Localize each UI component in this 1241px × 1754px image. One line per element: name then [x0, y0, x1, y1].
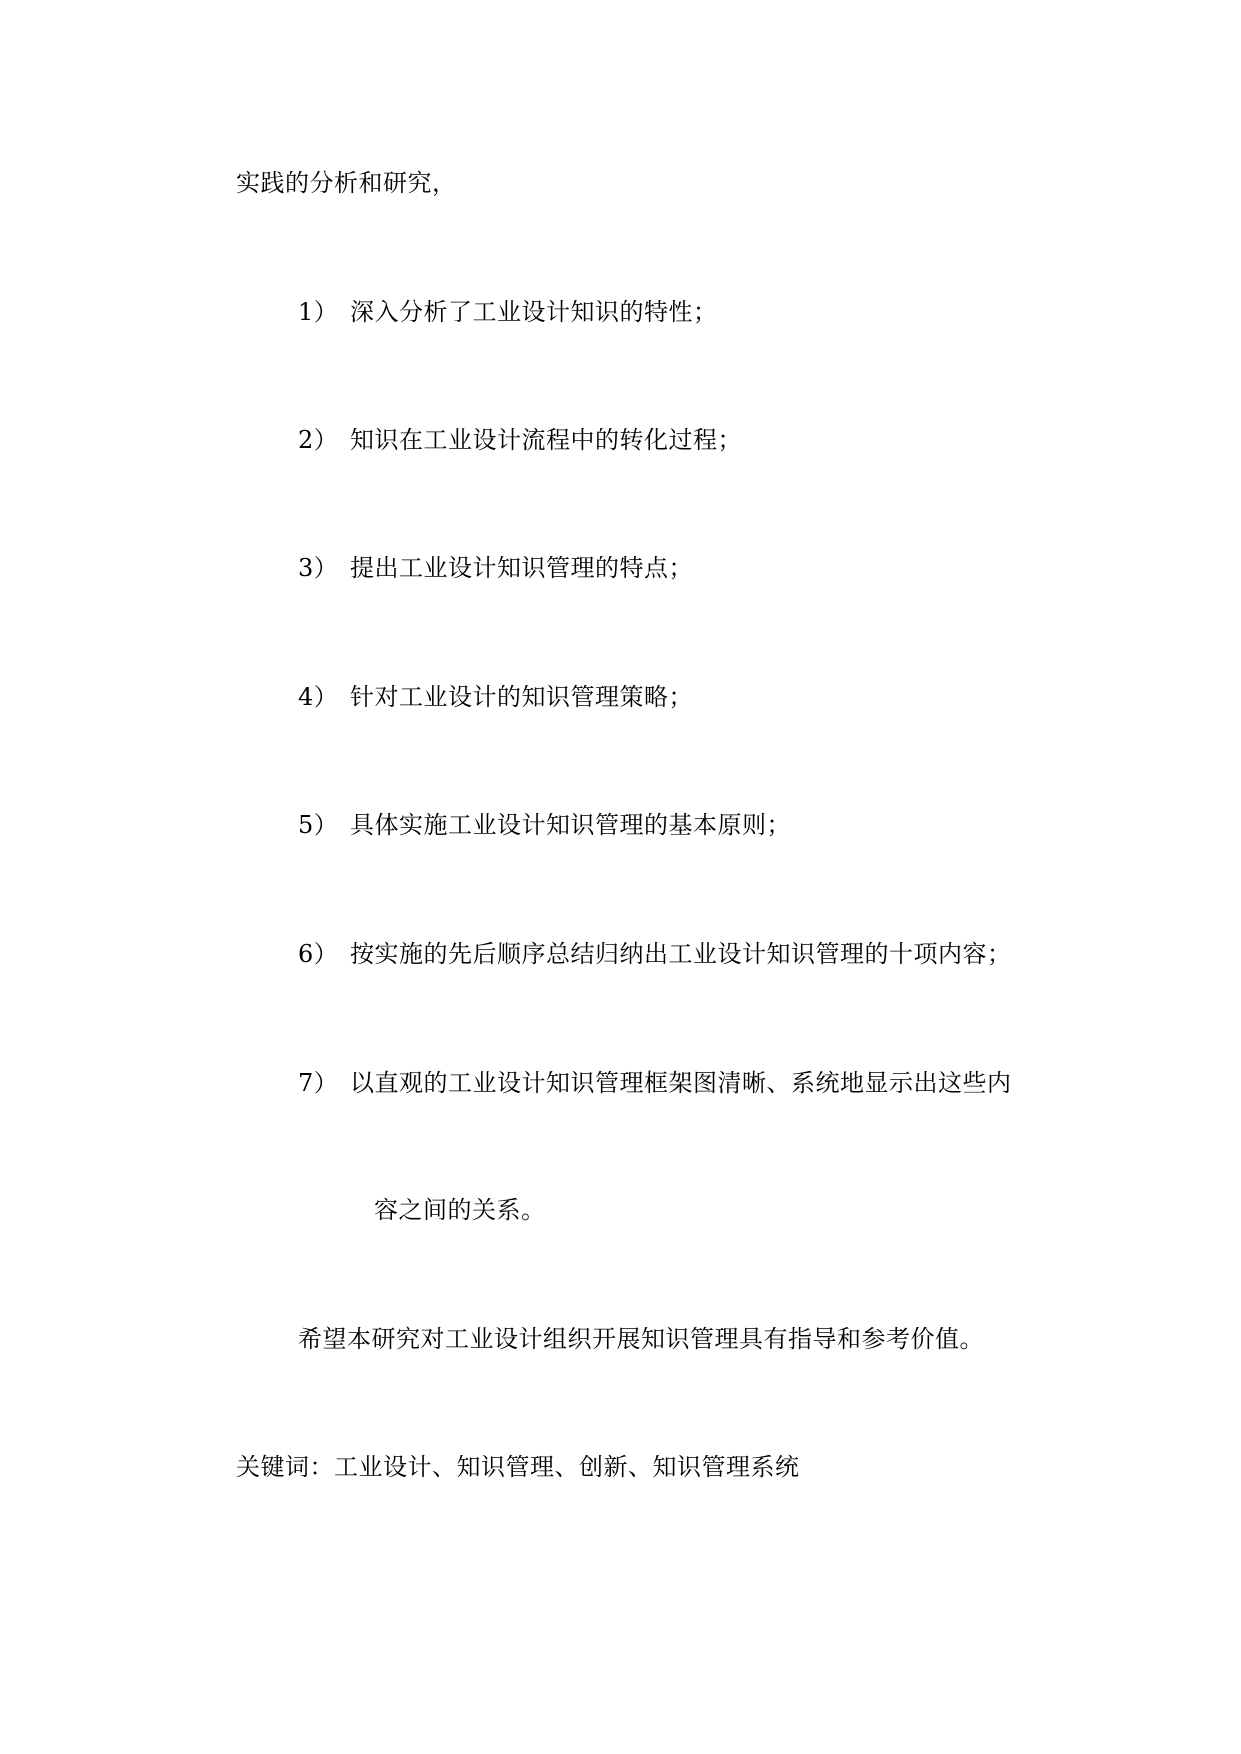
list-item-continuation: 容之间的关系。	[374, 1196, 546, 1224]
keywords-line: 关键词：工业设计、知识管理、创新、知识管理系统	[236, 1453, 800, 1481]
list-item-text: 具体实施工业设计知识管理的基本原则；	[350, 811, 791, 839]
list-item	[298, 939, 1012, 969]
closing-paragraph: 希望本研究对工业设计组织开展知识管理具有指导和参考价值。	[298, 1325, 984, 1353]
list-item-number: 1）	[298, 298, 339, 326]
list-item-number: 2）	[298, 426, 339, 454]
list-item	[298, 553, 693, 583]
list-item	[298, 1068, 1012, 1098]
list-item	[298, 297, 718, 327]
list-item-text: 知识在工业设计流程中的转化过程；	[350, 426, 742, 454]
list-item-text: 提出工业设计知识管理的特点；	[350, 554, 693, 582]
list-item-text: 以直观的工业设计知识管理框架图清晰、系统地显示出这些内	[350, 1069, 1012, 1097]
list-item-number: 4）	[298, 683, 339, 711]
list-item	[298, 682, 693, 712]
list-item-number: 6）	[298, 940, 339, 968]
list-item-text: 深入分析了工业设计知识的特性；	[350, 298, 718, 326]
list-item-number: 5）	[298, 811, 339, 839]
list-item	[298, 810, 791, 840]
intro-text: 实践的分析和研究，	[236, 169, 457, 197]
list-item-text: 针对工业设计的知识管理策略；	[350, 683, 693, 711]
list-item	[298, 425, 742, 455]
list-item-number: 7）	[298, 1069, 339, 1097]
list-item-text: 按实施的先后顺序总结归纳出工业设计知识管理的十项内容；	[350, 940, 1012, 968]
list-item-number: 3）	[298, 554, 339, 582]
